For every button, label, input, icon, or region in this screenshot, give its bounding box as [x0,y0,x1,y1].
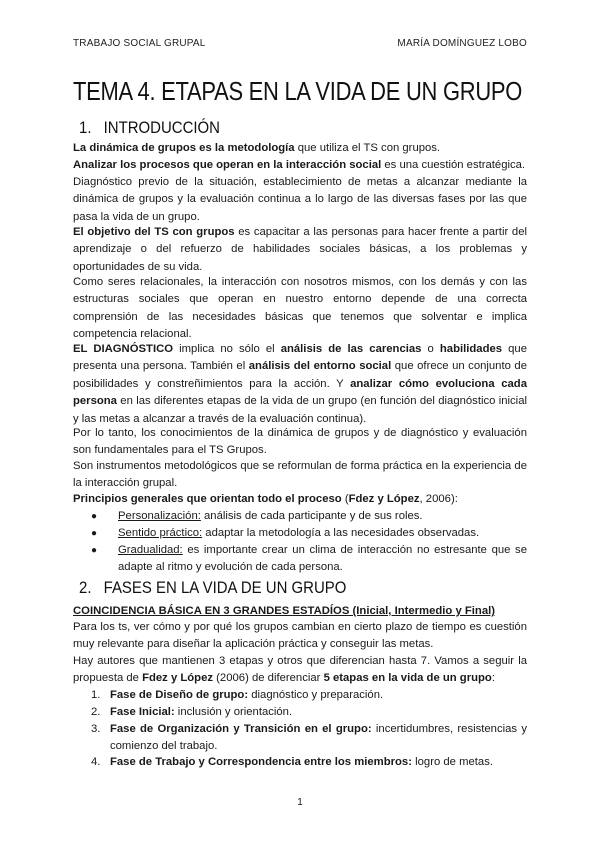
bullet-icon: ● [91,545,98,556]
section-1-heading [79,118,220,138]
paragraph-4: El objetivo del TS con grupos es capacitar a las personas para hacer frente a partir del aprendizaje o del refuerzo de habilidades sociales básicas, a los problemas y oportunidades de su vida. [73,226,527,273]
bullet-icon: ● [91,528,98,539]
header-author: MARÍA DOMÍNGUEZ LOBO [397,38,527,49]
section-1-number: 1. [79,118,92,137]
page-number: 1 [297,797,303,808]
paragraph-principios: Principios generales que orientan todo el proceso (Fdez y López, 2006): [73,493,458,505]
paragraph-diagnostico: EL DIAGNÓSTICO implica no sólo el análisis de las carencias o habilidades que presenta una persona. También el análisis del entorno social que ofrece un conjunto de posibilidades y constreñimientos para la acción. Y analizar cómo evoluciona cada persona en las diferentes etapas de la vida de un grupo (en función del diagnóstico inicial y las metas a alcanzar a través de la evaluación continua). [73,343,527,425]
paragraph-3: Diagnóstico previo de la situación, establecimiento de metas a alcanzar mediante la dinámica de grupos y la evaluación continua a lo largo de las diversas fases por las que pasa la vida de un grupo. [73,176,527,223]
list-item: 2. Fase Inicial: inclusión y orientación. [91,706,293,718]
list-item: 1. Fase de Diseño de grupo: diagnóstico y preparación. [91,689,384,701]
section-1-title: INTRODUCCIÓN [103,118,220,137]
paragraph-fases-1: Para los ts, ver cómo y por qué los grupos cambian en cierto plazo de tiempo es cuestión muy relevante para diseñar la aplicación práctica y conseguir las metas. [73,621,527,651]
list-item: 4. Fase de Trabajo y Correspondencia entre los miembros: logro de metas. [91,756,493,768]
paragraph-2: Analizar los procesos que operan en la interacción social es una cuestión estratégica. [73,159,526,171]
subheading: COINCIDENCIA BÁSICA EN 3 GRANDES ESTADÍOS (Inicial, Intermedio y Final) [73,605,496,617]
paragraph-fases-2: Hay autores que mantienen 3 etapas y otros que diferencian hasta 7. Vamos a seguir la propuesta de Fdez y López (2006) de diferenciar 5 etapas en la vida de un grupo: [73,655,527,685]
list-item: ● Personalización: análisis de cada participante y de sus roles. [118,508,527,525]
section-2-title: FASES EN LA VIDA DE UN GRUPO [103,578,347,597]
section-2-heading [79,578,346,598]
header-course: TRABAJO SOCIAL GRUPAL [73,38,206,49]
paragraph-8: Son instrumentos metodológicos que se reformulan de forma práctica en la experiencia de la interacción grupal. [73,460,527,490]
list-item: 3. Fase de Organización y Transición en el grupo: incertidumbres, resistencias y comienzo del trabajo. [91,723,527,753]
paragraph-1: La dinámica de grupos es la metodología que utiliza el TS con grupos. [73,142,441,154]
bullet-icon: ● [91,511,98,522]
list-item: ● Sentido práctico: adaptar la metodología a las necesidades observadas. [118,525,527,542]
paragraph-7: Por lo tanto, los conocimientos de la dinámica de grupos y de diagnóstico y evaluación son fundamentales para el TS Grupos. [73,427,527,457]
list-item: ● Gradualidad: es importante crear un clima de interacción no estresante que se adapte al ritmo y evolución de cada persona. [91,544,527,574]
page-title: TEMA 4. ETAPAS EN LA VIDA DE UN GRUPO [73,78,523,106]
paragraph-5: Como seres relacionales, la interacción con nosotros mismos, con los demás y con las estructuras sociales que operan en nuestro entorno depende de una correcta comprensión de las necesidades básicas que tenemos que solventar e implica competencia relacional. [73,276,527,341]
section-2-number: 2. [79,578,92,597]
